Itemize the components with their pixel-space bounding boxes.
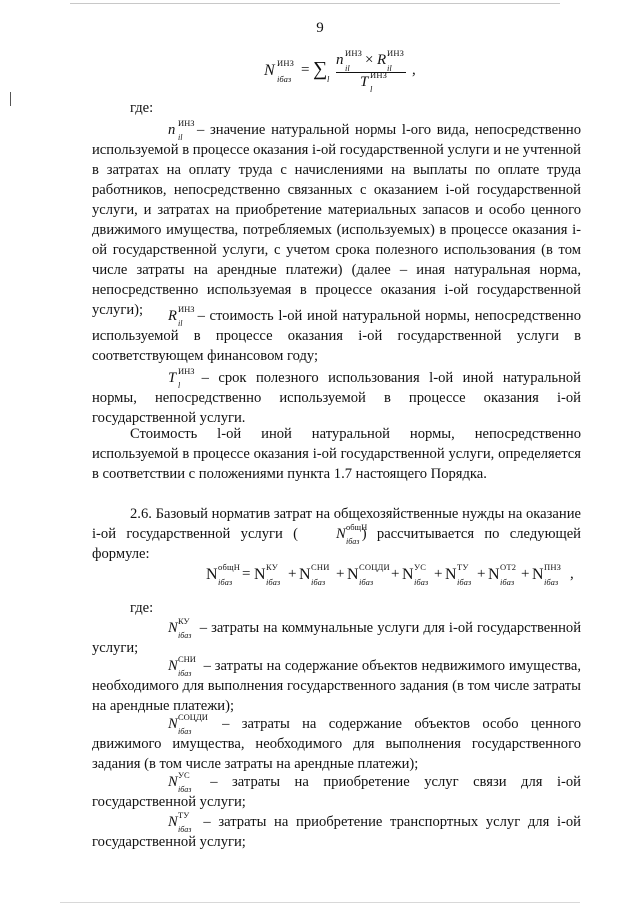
f2-plus-3: +	[391, 566, 400, 582]
formula-den-t: T	[360, 74, 369, 90]
margin-mark	[10, 92, 11, 106]
f2-term-5-sub: iбаз	[457, 577, 472, 587]
formula-num-r-sub: il	[387, 63, 392, 73]
definition-r-inz: R ИНЗ il – стоимость l-ой иной натуральной нормы, непосредственно используемой в процессе оказания i-ой государственной услуги в соответствующем финансовом году;	[92, 304, 581, 364]
formula-general-needs	[206, 562, 586, 592]
f2-equals: =	[242, 566, 251, 582]
symbol-n-ku: N КУ iбаз	[168, 616, 192, 640]
f2-term-0: N	[206, 566, 218, 583]
formula-lhs: N	[264, 62, 275, 79]
f2-term-4-sup: УС	[414, 562, 427, 572]
symbol-r-inz: R ИНЗ il	[168, 304, 195, 328]
symbol-n-obsch: N общН iбаз	[335, 522, 368, 546]
f2-term-5-sup: ТУ	[457, 562, 469, 572]
formula-num-n-sup: ИНЗ	[345, 48, 363, 58]
bottom-scan-line	[60, 902, 580, 903]
f2-term-1-sup: КУ	[266, 562, 278, 572]
symbol-t-inz: T ИНЗ l	[168, 366, 195, 390]
f2-plus-2: +	[336, 566, 345, 582]
f2-term-2-sup: СНИ	[311, 562, 330, 572]
symbol-n-inz: n ИНЗ il	[168, 118, 195, 142]
f2-plus-6: +	[521, 566, 530, 582]
f2-term-3: N	[347, 566, 359, 583]
formula-comma: ,	[412, 62, 416, 78]
definition-n-inz: n ИНЗ il – значение натуральной нормы l-ого вида, непосредственно используемой в процессе оказания i-ой государственной услуги и не учтенной в затратах на оплату труда с начислениями на выплаты по оплате труда работников, непосредственно связанных с оказанием i-ой государственной услуги, и затратах на приобретение материальных запасов и особо ценного движимого имущества, потребляемых (используемых) в процессе оказания i-ой государственной услуги, с учетом срока полезного использования (в том числе затраты на арендные платежи) (далее – иная натуральная норма, непосредственно используемая в процессе оказания i-ой государственной услуги);	[92, 118, 581, 318]
f2-term-1-sub: iбаз	[266, 577, 281, 587]
where-label-2: где:	[130, 600, 154, 616]
formula-den-t-sub: l	[370, 84, 373, 94]
section-2-6-paragraph: 2.6. Базовый норматив затрат на общехозяйственные нужды на оказание i-ой государственной услуги ( N общН iбаз ) рассчитывается по следующей формуле:	[92, 506, 581, 562]
f2-term-6-sub: iбаз	[500, 577, 515, 587]
formula-den-t-sup: ИНЗ	[370, 70, 388, 80]
f2-plus-1: +	[288, 566, 297, 582]
f2-term-5: N	[445, 566, 457, 583]
f2-term-7: N	[532, 566, 544, 583]
formula-inz	[264, 48, 424, 94]
formula-num-n: n	[336, 52, 344, 68]
f2-term-3-sub: iбаз	[359, 577, 374, 587]
f2-term-1: N	[254, 566, 266, 583]
formula-lhs-sup: ИНЗ	[277, 58, 295, 68]
f2-term-0-sup: общН	[218, 562, 241, 572]
cost-paragraph: Стоимость l-ой иной натуральной нормы, непосредственно используемой в процессе оказания i-ой государственной услуги, определяется в соответствии с положениями пункта 1.7 настоящего Порядка.	[92, 426, 581, 482]
f2-term-6: N	[488, 566, 500, 583]
formula-num-n-sub: il	[345, 63, 350, 73]
definition-sni: N СНИ iбаз – затраты на содержание объектов недвижимого имущества, необходимого для выполнения государственного задания (в том числе затраты на арендные платежи);	[92, 654, 581, 714]
formula-num-r: R	[377, 52, 387, 68]
definition-us: N УС iбаз – затраты на приобретение услуг связи для i-ой государственной услуги;	[92, 770, 581, 810]
f2-comma: ,	[570, 566, 574, 582]
page-number: 9	[316, 20, 324, 36]
formula-num-r-sup: ИНЗ	[387, 48, 405, 58]
f2-term-0-sub: iбаз	[218, 577, 233, 587]
formula-sum-sub: l	[327, 74, 330, 84]
f2-term-2-sub: iбаз	[311, 577, 326, 587]
f2-term-4: N	[402, 566, 414, 583]
symbol-n-us: N УС iбаз	[168, 770, 192, 794]
formula-lhs-sub: iбаз	[277, 74, 292, 84]
top-scan-line	[70, 3, 560, 4]
f2-term-2: N	[299, 566, 311, 583]
formula-sum: ∑	[313, 58, 328, 80]
definition-tu: N ТУ iбаз – затраты на приобретение транспортных услуг для i-ой государственной услуги;	[92, 810, 581, 850]
formula-equals: =	[301, 62, 310, 78]
symbol-n-sni: N СНИ iбаз	[168, 654, 196, 678]
where-label: где:	[130, 100, 154, 116]
f2-plus-4: +	[434, 566, 443, 582]
f2-term-6-sup: ОТ2	[500, 562, 517, 572]
f2-term-7-sub: iбаз	[544, 577, 559, 587]
f2-term-4-sub: iбаз	[414, 577, 429, 587]
formula-times: ×	[365, 52, 374, 68]
f2-term-7-sup: ПНЗ	[544, 562, 562, 572]
symbol-n-socdi: N СОЦДИ iбаз	[168, 712, 208, 736]
f2-plus-5: +	[477, 566, 486, 582]
f2-term-3-sup: СОЦДИ	[359, 562, 390, 572]
symbol-n-tu: N ТУ iбаз	[168, 810, 192, 834]
definition-t-inz: T ИНЗ l – срок полезного использования l-ой иной натуральной нормы, непосредственно используемой в процессе оказания i-ой государственной услуги.	[92, 366, 581, 426]
definition-socdi: N СОЦДИ iбаз – затраты на содержание объектов особо ценного движимого имущества, необходимого для выполнения государственного задания (в том числе затраты на арендные платежи);	[92, 712, 581, 772]
definition-ku: N КУ iбаз – затраты на коммунальные услуги для i-ой государственной услуги;	[92, 616, 581, 656]
